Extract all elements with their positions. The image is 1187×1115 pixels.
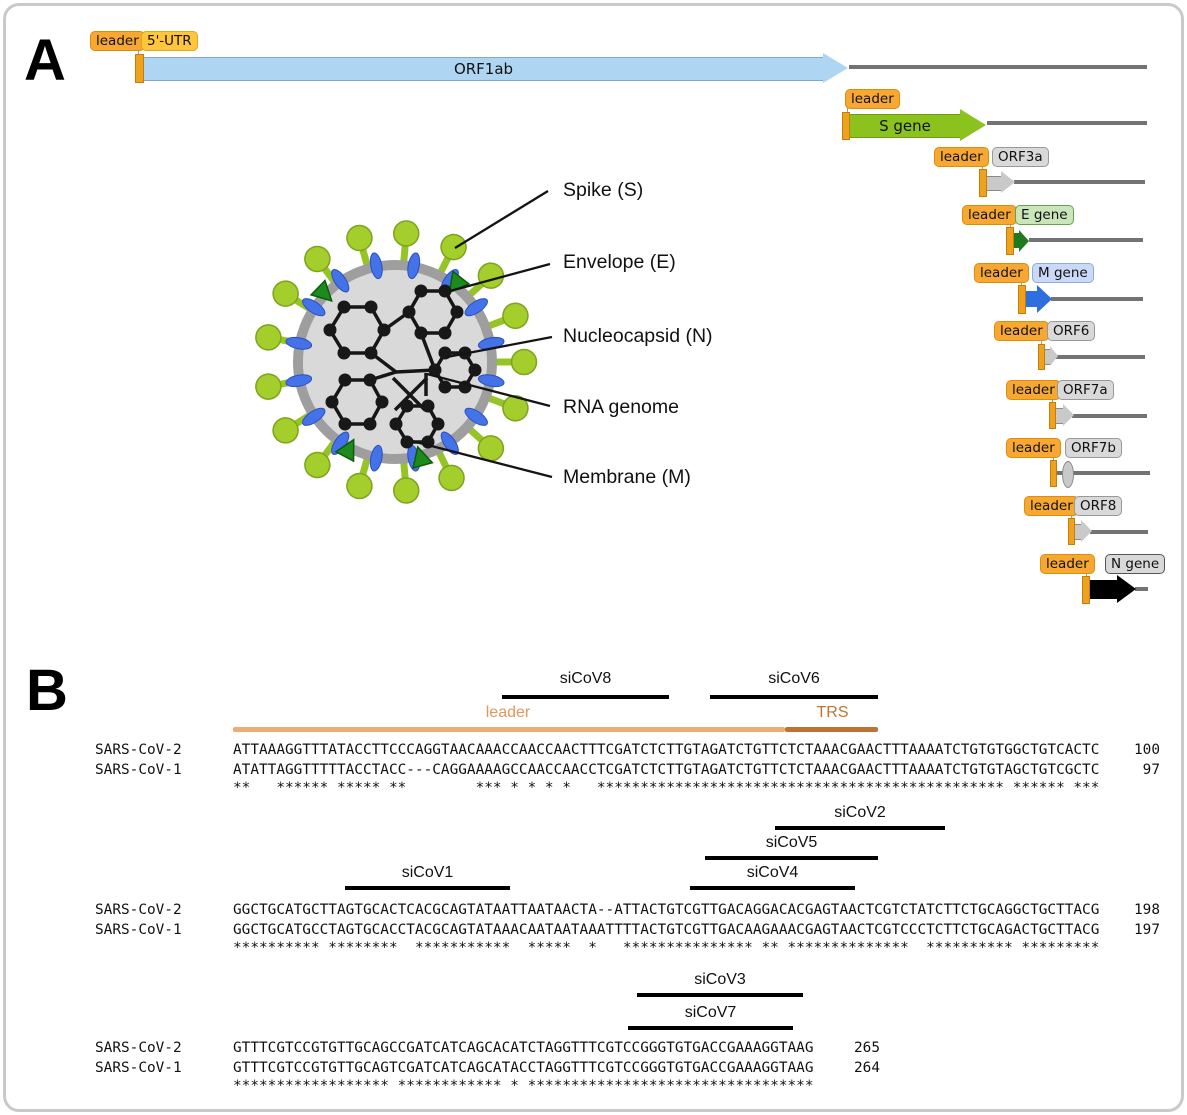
e-gene-arrowhead [1019,230,1029,252]
virion-illustration [245,212,545,512]
envelope-label: Envelope (E) [563,251,676,273]
match-line: ********** ******** *********** ***** * *************** ** ************** ********** ********* [233,940,1100,956]
leader-label: leader [845,89,900,109]
seq-position: 264 [854,1060,880,1076]
seq-name: SARS-CoV-2 [95,902,182,918]
spike-label: Spike (S) [563,179,644,201]
m-gene-arrowhead [1037,285,1052,313]
orf7a-arrowhead [1063,404,1074,426]
leader-tick [1049,402,1056,429]
leader-label: leader [90,31,145,51]
seq-position: 97 [1142,762,1160,778]
orf3a-label: ORF3a [992,147,1049,167]
leader-region-label: leader [485,704,531,721]
sequence-row: GGCTGCATGCCTAGTGCACCTACGCAGTATAAACAATAATAAATTTTACTGTCGTTGACAAGAAACGAGTAACTCGTCCCTCTTCTGCAGACTGCTTACG [233,922,1100,938]
orf7b-marker [1062,461,1074,488]
s-gene-arrow [848,114,962,138]
genome-line [1090,530,1148,534]
leader-label: leader [1006,380,1061,400]
sequence-row: ATATTAGGTTTTTACCTACC---CAGGAAAAGCCAACCAACCTCGATCTCTTGTAGATCTGTTCTCTAAACGAACTTTAAAATCTGTGTAGCTGTCGCTC [233,762,1100,778]
n-gene-arrowhead [1117,575,1136,603]
sicov3-bar [637,993,803,997]
leader-tick [1038,344,1045,370]
utr-label: 5'-UTR [141,31,198,51]
sequence-row: GTTTCGTCCGTGTTGCAGCCGATCATCAGCACATCTAGGTTTCGTCCGGGTGTGACCGAAAGGTAAG [233,1040,814,1056]
sicov5-bar [705,856,878,860]
leader-tick [979,169,987,197]
trs-region-line [785,727,878,732]
seq-position: 197 [1134,922,1160,938]
nucleocapsid-label: Nucleocapsid (N) [563,325,713,347]
sicov2-label: siCoV2 [834,804,886,821]
leader-label: leader [994,321,1049,341]
seq-name: SARS-CoV-2 [95,1040,182,1056]
s-gene-arrowhead [960,109,986,141]
genome-line [1072,414,1147,418]
rna-genome-label: RNA genome [563,396,679,418]
match-line: ****************** ************ * ********************************* [233,1078,814,1094]
orf3a-arrow [985,176,1002,191]
leader-tick [1082,576,1090,604]
sicov1-bar [345,886,510,890]
leader-label: leader [1024,496,1079,516]
sicov7-label: siCoV7 [684,1004,737,1021]
seq-position: 198 [1134,902,1160,918]
e-gene-label: E gene [1015,205,1074,225]
m-gene-label: M gene [1032,263,1094,283]
s-gene-arrow-label: S gene [879,117,931,135]
orf1ab-arrowhead [823,53,848,83]
leader-tick [1068,518,1075,545]
genome-line [1029,238,1143,242]
seq-name: SARS-CoV-1 [95,762,182,778]
leader-label: leader [1006,438,1061,458]
genome-line [1053,355,1145,359]
sequence-row: GTTTCGTCCGTGTTGCAGTCGATCATCAGCATACCTAGGTTTCGTCCGGGTGTGACCGAAAGGTAAG [233,1060,814,1076]
sequence-row: GGCTGCATGCTTAGTGCACTCACGCAGTATAATTAATAACTA--ATTACTGTCGTTGACAGGACACGAGTAACTCGTCTATCTTCTGCAGGCTGCTTACG [233,902,1100,918]
orf7a-label: ORF7a [1057,380,1114,400]
sicov4-bar [690,886,855,890]
sicov6-label: siCoV6 [768,670,820,687]
orf6-arrowhead [1050,346,1058,366]
seq-name: SARS-CoV-1 [95,1060,182,1076]
leader-tick [1006,227,1014,255]
trs-region-label: TRS [816,704,849,721]
seq-name: SARS-CoV-2 [95,742,182,758]
orf1ab-arrow [142,57,825,81]
n-gene-arrow [1088,580,1117,599]
leader-label: leader [962,205,1017,225]
leader-tick [135,54,144,83]
orf8-label: ORF8 [1074,496,1122,516]
panel-a-letter: A [24,28,66,93]
seq-position: 265 [854,1040,880,1056]
leader-region-line [233,727,785,732]
genome-line [1014,180,1145,184]
leader-label: leader [1040,554,1095,574]
sicov5-label: siCoV5 [765,834,818,851]
orf6-label: ORF6 [1047,321,1095,341]
leader-tick [842,112,850,140]
membrane-label: Membrane (M) [563,466,691,488]
sicov1-label: siCoV1 [401,864,454,881]
sicov4-label: siCoV4 [746,864,799,881]
sicov2-bar [775,826,945,830]
n-gene-label: N gene [1105,554,1165,574]
genome-line [1051,297,1143,301]
orf3a-arrowhead [1001,171,1015,193]
panel-b-letter: B [26,658,68,723]
leader-tick [1018,285,1026,314]
orf7b-label: ORF7b [1065,438,1122,458]
sicov8-label: siCoV8 [559,670,612,687]
genome-line [849,65,1147,69]
sequence-row: ATTAAAGGTTTATACCTTCCCAGGTAACAAACCAACCAACTTTCGATCTCTTGTAGATCTGTTCTCTAAACGAACTTTAAAATCTGTGTGGCTGTCACTC [233,742,1100,758]
genome-line [1135,587,1148,591]
leader-tick [1050,460,1057,487]
leader-label: leader [934,147,989,167]
sicov6-bar [710,695,878,699]
sicov7-bar [628,1026,793,1030]
match-line: ** ****** ***** ** *** * * * * *********************************************** ****** *** [233,780,1100,796]
sicov3-label: siCoV3 [694,971,746,988]
orf8-arrowhead [1081,520,1092,542]
seq-name: SARS-CoV-1 [95,922,182,938]
genome-line [987,121,1147,125]
sicov8-bar [502,695,669,699]
leader-label: leader [974,263,1029,283]
orf1ab-arrow-label: ORF1ab [453,60,514,78]
seq-position: 100 [1134,742,1160,758]
